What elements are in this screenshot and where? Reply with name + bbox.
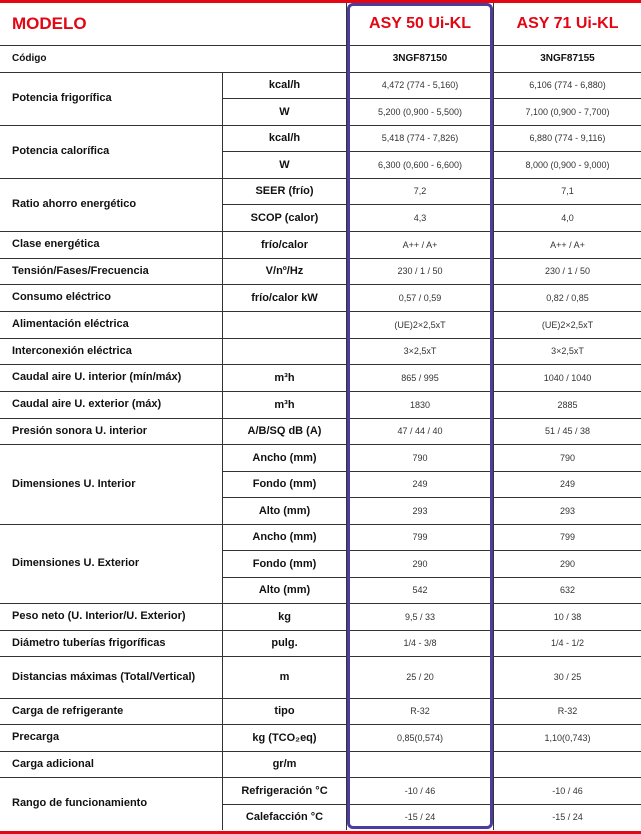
row-attribute: Clase energética: [12, 238, 100, 250]
row-divider: [0, 45, 641, 46]
row-value-model-2: 790: [559, 452, 576, 463]
row-value-model-1: 290: [412, 558, 428, 569]
header-model-2: ASY 71 Ui-KL: [516, 14, 619, 32]
row-divider: [222, 550, 641, 551]
row-divider: [0, 178, 641, 179]
row-value-model-1: 6,300 (0,600 - 6,600): [377, 159, 463, 170]
row-unit: Calefacción °C: [245, 811, 324, 823]
row-value-model-2: 3×2,5xT: [551, 346, 584, 356]
row-value-model-2: 30 / 25: [553, 672, 582, 682]
row-divider: [222, 151, 641, 152]
row-unit: SEER (frío): [255, 185, 314, 197]
row-unit: W: [279, 105, 290, 118]
row-divider: [0, 311, 641, 312]
row-unit: tipo: [274, 705, 295, 717]
row-attribute: Distancias máximas (Total/Vertical): [12, 670, 196, 683]
row-value-model-1: 5,418 (774 - 7,826): [381, 133, 459, 143]
row-attribute: Peso neto (U. Interior/U. Exterior): [12, 610, 186, 622]
row-attribute: Precarga: [12, 731, 60, 743]
row-divider: [0, 258, 641, 259]
row-value-model-1: 1830: [409, 399, 431, 410]
row-attribute: Ratio ahorro energético: [12, 198, 137, 210]
row-attribute: Presión sonora U. interior: [12, 424, 148, 437]
row-value-model-2: -15 / 24: [552, 812, 583, 822]
row-attribute: Potencia frigorífica: [12, 92, 112, 104]
row-attribute: Rango de funcionamiento: [12, 797, 148, 809]
row-value-model-2: 10 / 38: [553, 611, 582, 622]
row-value-model-1: [347, 751, 493, 777]
row-divider: [0, 698, 641, 699]
row-divider: [222, 471, 641, 472]
row-value-model-2: R-32: [557, 706, 578, 716]
row-value-model-2: 7,100 (0,900 - 7,700): [525, 106, 610, 117]
row-divider: [0, 724, 641, 725]
row-unit: A/B/SQ dB (A): [247, 425, 322, 437]
row-value-model-1: (UE)2×2,5xT: [394, 319, 446, 330]
row-divider: [0, 630, 641, 631]
row-unit: Fondo (mm): [252, 478, 317, 490]
row-attribute: Caudal aire U. exterior (máx): [12, 398, 162, 410]
row-unit: kg (TCO₂eq): [252, 731, 317, 744]
row-unit: m: [279, 671, 290, 683]
row-unit: Refrigeración °C: [241, 784, 328, 797]
row-value-model-2: 1,10(0,743): [544, 732, 591, 743]
row-value-model-2: 7,1: [561, 186, 574, 196]
row-unit: Fondo (mm): [252, 557, 317, 570]
row-value-model-2: 4,0: [561, 212, 574, 223]
header-title: MODELO: [12, 13, 87, 33]
row-divider: [0, 72, 641, 73]
row-unit: kg: [278, 610, 291, 623]
row-divider: [0, 751, 641, 752]
row-attribute: Tensión/Fases/Frecuencia: [12, 264, 149, 277]
row-unit: kcal/h: [268, 79, 301, 91]
row-value-model-2: 293: [559, 505, 576, 516]
row-value-model-1: 0,57 / 0,59: [398, 292, 442, 303]
row-unit: [222, 311, 347, 338]
row-divider: [222, 577, 641, 578]
row-attribute: Dimensiones U. Exterior: [12, 557, 140, 569]
row-value-model-1: 4,3: [413, 212, 427, 223]
row-value-model-1: 5,200 (0,900 - 5,500): [377, 106, 463, 117]
row-unit: Alto (mm): [258, 504, 311, 517]
row-value-model-1: 790: [412, 452, 428, 463]
row-value-model-1: 4,472 (774 - 5,160): [381, 80, 459, 90]
row-attribute: Alimentación eléctrica: [12, 318, 129, 330]
row-divider: [222, 497, 641, 498]
row-attribute: Dimensiones U. Interior: [12, 477, 136, 490]
column-divider: [346, 3, 347, 830]
row-value-model-2: 51 / 45 / 38: [544, 426, 591, 436]
row-unit: kcal/h: [268, 132, 301, 144]
row-value-model-2: A++ / A+: [550, 239, 585, 250]
row-unit: SCOP (calor): [250, 211, 319, 224]
row-value-model-2: 1/4 - 1/2: [550, 638, 585, 648]
row-unit: gr/m: [272, 758, 297, 770]
row-value-model-1: 9,5 / 33: [404, 611, 436, 622]
row-attribute: Interconexión eléctrica: [12, 344, 132, 357]
row-value-model-1: 1/4 - 3/8: [403, 638, 437, 648]
row-attribute: Diámetro tuberías frigoríficas: [12, 636, 166, 649]
row-value-model-2: (UE)2×2,5xT: [541, 319, 594, 330]
row-unit: Ancho (mm): [252, 451, 317, 464]
column-divider: [493, 3, 494, 830]
row-value-model-1: 25 / 20: [406, 672, 434, 682]
row-value-model-2: 632: [559, 585, 576, 595]
row-unit: Ancho (mm): [252, 531, 317, 543]
row-value-model-1: 3×2,5xT: [403, 346, 437, 356]
row-divider: [0, 231, 641, 232]
row-divider: [0, 444, 641, 445]
row-value-model-1: 249: [412, 479, 428, 489]
row-value-model-2: [494, 751, 641, 777]
row-attribute: Carga adicional: [12, 757, 94, 770]
row-unit: pulg.: [271, 637, 298, 649]
row-value-model-2: 6,106 (774 - 6,880): [529, 80, 606, 90]
row-value-model-1: 865 / 995: [401, 372, 439, 383]
row-divider: [0, 391, 641, 392]
row-value-model-1: 47 / 44 / 40: [397, 426, 443, 436]
row-value-model-2: -10 / 46: [552, 785, 583, 796]
row-value-model-1: R-32: [410, 706, 430, 716]
header-model-1: ASY 50 Ui-KL: [369, 14, 471, 32]
row-attribute: Código: [12, 53, 47, 64]
row-value-model-1: 0,85(0,574): [396, 732, 444, 743]
row-unit: [222, 338, 347, 364]
row-divider: [0, 338, 641, 339]
row-attribute: Potencia calorífica: [12, 145, 110, 157]
row-value-model-1: A++ / A+: [402, 239, 438, 250]
row-divider: [0, 125, 641, 126]
row-value-model-2: 290: [559, 558, 576, 569]
row-value-model-2: 3NGF87155: [540, 53, 595, 64]
row-value-model-1: 799: [412, 532, 428, 542]
row-attribute: Consumo eléctrico: [12, 291, 112, 303]
column-divider: [222, 72, 223, 830]
row-value-model-2: 230 / 1 / 50: [544, 266, 591, 276]
row-value-model-2: 799: [559, 532, 576, 542]
row-value-model-1: -10 / 46: [404, 785, 436, 796]
row-value-model-2: 1040 / 1040: [543, 372, 592, 383]
row-divider: [222, 98, 641, 99]
row-value-model-2: 6,880 (774 - 9,116): [529, 133, 606, 143]
row-value-model-1: -15 / 24: [404, 812, 436, 822]
row-value-model-2: 249: [559, 479, 576, 489]
row-divider: [0, 524, 641, 525]
row-value-model-1: 7,2: [413, 186, 427, 196]
row-divider: [0, 777, 641, 778]
row-unit: W: [279, 158, 290, 171]
row-unit: m³h: [274, 398, 295, 411]
row-unit: Alto (mm): [258, 584, 311, 596]
row-divider: [0, 603, 641, 604]
row-unit: frío/calor kW: [251, 291, 318, 304]
row-divider: [0, 364, 641, 365]
row-unit: V/nº/Hz: [265, 265, 304, 277]
row-value-model-2: 8,000 (0,900 - 9,000): [525, 159, 610, 170]
row-divider: [0, 284, 641, 285]
row-attribute: Carga de refrigerante: [12, 704, 124, 717]
row-value-model-1: 3NGF87150: [392, 53, 448, 64]
row-value-model-2: 0,82 / 0,85: [546, 292, 589, 303]
row-value-model-2: 2885: [557, 399, 578, 410]
row-value-model-1: 293: [412, 505, 428, 516]
row-divider: [222, 804, 641, 805]
row-unit: m³h: [274, 371, 295, 384]
row-value-model-1: 542: [412, 585, 428, 595]
row-divider: [222, 204, 641, 205]
row-value-model-1: 230 / 1 / 50: [397, 266, 443, 276]
row-attribute: Caudal aire U. interior (mín/máx): [12, 371, 182, 383]
row-divider: [0, 656, 641, 657]
row-divider: [0, 418, 641, 419]
row-unit: frío/calor: [260, 238, 309, 251]
